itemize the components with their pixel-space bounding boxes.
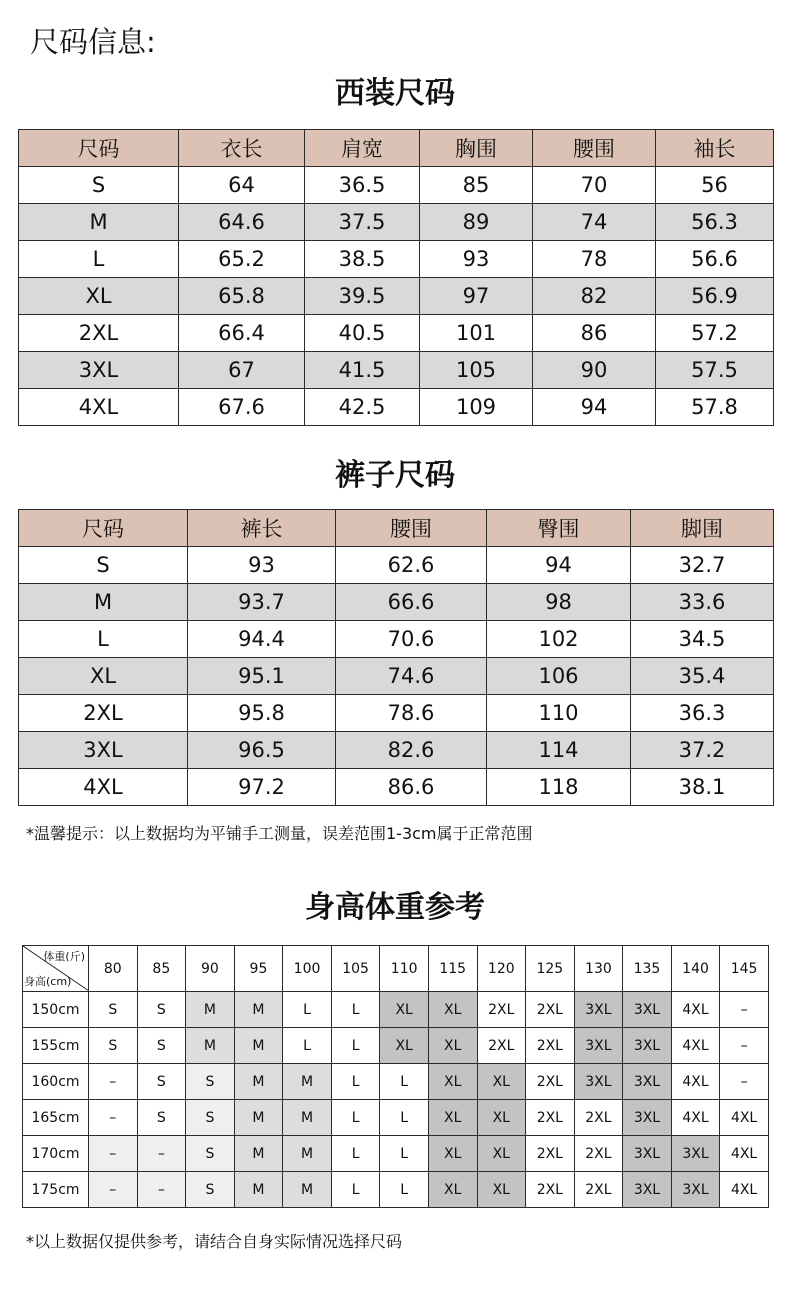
table-cell: 70.6 <box>336 621 487 658</box>
size-cell: 2XL <box>574 1136 623 1172</box>
table-cell: 42.5 <box>305 389 420 426</box>
table-cell: 93 <box>188 547 336 584</box>
size-cell: S <box>137 1100 186 1136</box>
suit-size-table <box>18 129 774 426</box>
size-cell: 3XL <box>671 1136 720 1172</box>
size-cell: M <box>234 992 283 1028</box>
size-cell: L <box>283 992 332 1028</box>
table-cell: 89 <box>420 204 533 241</box>
table-cell: 37.2 <box>631 732 774 769</box>
table-cell: XL <box>19 658 188 695</box>
size-cell: 2XL <box>574 1172 623 1208</box>
size-cell: L <box>331 1028 380 1064</box>
table-cell: 93.7 <box>188 584 336 621</box>
table-cell: 82 <box>533 278 656 315</box>
size-cell: – <box>720 1064 769 1100</box>
size-cell: M <box>234 1136 283 1172</box>
weight-header: 105 <box>331 946 380 992</box>
size-cell: L <box>331 1172 380 1208</box>
table-cell: 94.4 <box>188 621 336 658</box>
table-cell: L <box>19 621 188 658</box>
size-cell: S <box>186 1064 235 1100</box>
size-cell: – <box>137 1172 186 1208</box>
weight-header: 110 <box>380 946 429 992</box>
column-header: 裤长 <box>188 510 336 547</box>
size-cell: XL <box>428 1100 477 1136</box>
table-row <box>19 584 774 621</box>
size-cell: – <box>89 1136 138 1172</box>
size-cell: M <box>283 1064 332 1100</box>
size-cell: 3XL <box>623 1028 672 1064</box>
size-cell: 2XL <box>477 992 526 1028</box>
size-cell: 4XL <box>720 1136 769 1172</box>
table-cell: 94 <box>533 389 656 426</box>
table-cell: M <box>19 584 188 621</box>
size-cell: 4XL <box>720 1100 769 1136</box>
table-cell: 66.4 <box>179 315 305 352</box>
table-row <box>19 315 774 352</box>
table-cell: 57.2 <box>656 315 774 352</box>
size-cell: 4XL <box>671 992 720 1028</box>
size-cell: 2XL <box>526 1028 575 1064</box>
height-label: 155cm <box>23 1028 89 1064</box>
table-cell: 56.3 <box>656 204 774 241</box>
size-cell: M <box>283 1172 332 1208</box>
height-axis-label: 身高(cm) <box>24 975 72 988</box>
size-cell: M <box>186 1028 235 1064</box>
size-cell: – <box>137 1136 186 1172</box>
table-cell: 102 <box>487 621 631 658</box>
size-cell: 3XL <box>623 992 672 1028</box>
table-cell: S <box>19 167 179 204</box>
table-cell: 109 <box>420 389 533 426</box>
table-cell: 56.9 <box>656 278 774 315</box>
size-cell: XL <box>477 1136 526 1172</box>
table-cell: 97 <box>420 278 533 315</box>
table-cell: L <box>19 241 179 278</box>
table-cell: 78.6 <box>336 695 487 732</box>
table-cell: 39.5 <box>305 278 420 315</box>
table-cell: 110 <box>487 695 631 732</box>
table-cell: 95.8 <box>188 695 336 732</box>
table-cell: 33.6 <box>631 584 774 621</box>
table-row <box>19 695 774 732</box>
table-cell: S <box>19 547 188 584</box>
size-cell: 2XL <box>526 1064 575 1100</box>
size-cell: XL <box>428 1172 477 1208</box>
table-cell: 3XL <box>19 352 179 389</box>
size-cell: M <box>283 1136 332 1172</box>
table-row <box>23 1172 769 1208</box>
table-cell: 57.5 <box>656 352 774 389</box>
table-row <box>23 992 769 1028</box>
table-cell: 114 <box>487 732 631 769</box>
weight-header: 120 <box>477 946 526 992</box>
size-cell: – <box>89 1064 138 1100</box>
size-cell: L <box>380 1100 429 1136</box>
column-header: 臀围 <box>487 510 631 547</box>
table-cell: 35.4 <box>631 658 774 695</box>
size-cell: 2XL <box>526 1100 575 1136</box>
size-cell: 2XL <box>477 1028 526 1064</box>
size-cell: 4XL <box>671 1064 720 1100</box>
table-cell: 2XL <box>19 695 188 732</box>
table-cell: 56 <box>656 167 774 204</box>
size-cell: 3XL <box>574 1028 623 1064</box>
height-label: 165cm <box>23 1100 89 1136</box>
column-header: 腰围 <box>533 130 656 167</box>
size-cell: 3XL <box>623 1172 672 1208</box>
size-cell: M <box>234 1172 283 1208</box>
height-label: 175cm <box>23 1172 89 1208</box>
table-cell: 2XL <box>19 315 179 352</box>
size-cell: XL <box>380 1028 429 1064</box>
size-cell: M <box>234 1100 283 1136</box>
size-cell: 3XL <box>623 1064 672 1100</box>
weight-header: 95 <box>234 946 283 992</box>
table-row <box>19 389 774 426</box>
size-cell: – <box>89 1100 138 1136</box>
table-cell: 74.6 <box>336 658 487 695</box>
size-cell: 2XL <box>574 1100 623 1136</box>
table-cell: 4XL <box>19 389 179 426</box>
table-cell: 85 <box>420 167 533 204</box>
suit-size-title: 西装尺码 <box>335 76 455 111</box>
size-cell: XL <box>477 1172 526 1208</box>
size-cell: L <box>331 1136 380 1172</box>
size-cell: S <box>137 1028 186 1064</box>
size-cell: S <box>186 1100 235 1136</box>
table-cell: 90 <box>533 352 656 389</box>
weight-header: 115 <box>428 946 477 992</box>
header-row <box>23 946 769 992</box>
table-cell: 98 <box>487 584 631 621</box>
table-row <box>19 547 774 584</box>
table-row <box>23 1100 769 1136</box>
table-cell: 57.8 <box>656 389 774 426</box>
size-cell: 4XL <box>720 1172 769 1208</box>
height-weight-title: 身高体重参考 <box>305 890 485 925</box>
table-cell: 78 <box>533 241 656 278</box>
weight-header: 90 <box>186 946 235 992</box>
table-cell: 38.1 <box>631 769 774 806</box>
table-cell: 65.2 <box>179 241 305 278</box>
table-cell: 94 <box>487 547 631 584</box>
table-cell: M <box>19 204 179 241</box>
size-cell: M <box>234 1064 283 1100</box>
table-cell: 97.2 <box>188 769 336 806</box>
table-row <box>19 278 774 315</box>
size-cell: M <box>186 992 235 1028</box>
table-cell: 36.5 <box>305 167 420 204</box>
weight-axis-label: 体重(斤) <box>43 950 85 963</box>
size-cell: XL <box>428 1028 477 1064</box>
size-cell: S <box>186 1172 235 1208</box>
size-cell: 3XL <box>574 992 623 1028</box>
weight-header: 135 <box>623 946 672 992</box>
table-cell: 67.6 <box>179 389 305 426</box>
size-cell: 3XL <box>623 1100 672 1136</box>
table-cell: 70 <box>533 167 656 204</box>
table-cell: 32.7 <box>631 547 774 584</box>
table-cell: 36.3 <box>631 695 774 732</box>
size-cell: S <box>89 1028 138 1064</box>
table-row <box>23 1064 769 1100</box>
table-cell: 3XL <box>19 732 188 769</box>
height-label: 160cm <box>23 1064 89 1100</box>
table-row <box>19 769 774 806</box>
weight-header: 140 <box>671 946 720 992</box>
table-cell: 118 <box>487 769 631 806</box>
table-cell: 37.5 <box>305 204 420 241</box>
table-cell: 67 <box>179 352 305 389</box>
size-cell: XL <box>380 992 429 1028</box>
table-cell: 56.6 <box>656 241 774 278</box>
column-header: 尺码 <box>19 130 179 167</box>
size-cell: L <box>380 1172 429 1208</box>
pants-size-title: 裤子尺码 <box>335 458 455 493</box>
size-cell: 2XL <box>526 992 575 1028</box>
size-cell: S <box>186 1136 235 1172</box>
table-cell: 65.8 <box>179 278 305 315</box>
table-row <box>19 732 774 769</box>
table-row <box>23 1028 769 1064</box>
size-cell: M <box>234 1028 283 1064</box>
size-cell: L <box>283 1028 332 1064</box>
table-cell: 101 <box>420 315 533 352</box>
size-cell: 2XL <box>526 1136 575 1172</box>
header-row <box>19 130 774 167</box>
size-cell: 3XL <box>623 1136 672 1172</box>
table-cell: 86.6 <box>336 769 487 806</box>
table-row <box>23 1136 769 1172</box>
table-cell: XL <box>19 278 179 315</box>
size-cell: L <box>331 1100 380 1136</box>
size-cell: 3XL <box>574 1064 623 1100</box>
column-header: 肩宽 <box>305 130 420 167</box>
corner-cell <box>23 946 89 992</box>
height-weight-table <box>22 945 769 1208</box>
weight-header: 80 <box>89 946 138 992</box>
size-cell: S <box>89 992 138 1028</box>
table-cell: 74 <box>533 204 656 241</box>
size-cell: L <box>380 1064 429 1100</box>
weight-header: 130 <box>574 946 623 992</box>
weight-header: 145 <box>720 946 769 992</box>
column-header: 胸围 <box>420 130 533 167</box>
table-cell: 93 <box>420 241 533 278</box>
table-cell: 38.5 <box>305 241 420 278</box>
size-cell: XL <box>428 1064 477 1100</box>
weight-header: 85 <box>137 946 186 992</box>
size-cell: – <box>89 1172 138 1208</box>
size-cell: 4XL <box>671 1028 720 1064</box>
table-row <box>19 658 774 695</box>
size-cell: XL <box>428 992 477 1028</box>
column-header: 袖长 <box>656 130 774 167</box>
size-cell: – <box>720 992 769 1028</box>
table-cell: 105 <box>420 352 533 389</box>
size-cell: – <box>720 1028 769 1064</box>
weight-header: 125 <box>526 946 575 992</box>
header-row <box>19 510 774 547</box>
table-cell: 95.1 <box>188 658 336 695</box>
size-cell: L <box>331 1064 380 1100</box>
table-row <box>19 621 774 658</box>
table-cell: 66.6 <box>336 584 487 621</box>
table-cell: 64 <box>179 167 305 204</box>
table-cell: 4XL <box>19 769 188 806</box>
column-header: 尺码 <box>19 510 188 547</box>
size-cell: XL <box>428 1136 477 1172</box>
table-row <box>19 167 774 204</box>
height-label: 150cm <box>23 992 89 1028</box>
table-row <box>19 352 774 389</box>
table-cell: 106 <box>487 658 631 695</box>
table-row <box>19 204 774 241</box>
weight-header: 100 <box>283 946 332 992</box>
size-cell: L <box>331 992 380 1028</box>
page-title: 尺码信息: <box>30 25 156 59</box>
table-cell: 34.5 <box>631 621 774 658</box>
column-header: 腰围 <box>336 510 487 547</box>
table-row <box>19 241 774 278</box>
table-cell: 41.5 <box>305 352 420 389</box>
column-header: 衣长 <box>179 130 305 167</box>
size-cell: L <box>380 1136 429 1172</box>
table-cell: 96.5 <box>188 732 336 769</box>
table-cell: 62.6 <box>336 547 487 584</box>
size-cell: M <box>283 1100 332 1136</box>
table-cell: 82.6 <box>336 732 487 769</box>
size-cell: XL <box>477 1064 526 1100</box>
measurement-note: *温馨提示：以上数据均为平铺手工测量，误差范围1-3cm属于正常范围 <box>26 824 533 843</box>
size-cell: 4XL <box>671 1100 720 1136</box>
height-label: 170cm <box>23 1136 89 1172</box>
table-cell: 64.6 <box>179 204 305 241</box>
reference-note: *以上数据仅提供参考，请结合自身实际情况选择尺码 <box>26 1232 403 1251</box>
size-cell: 3XL <box>671 1172 720 1208</box>
table-cell: 86 <box>533 315 656 352</box>
size-cell: 2XL <box>526 1172 575 1208</box>
size-cell: S <box>137 1064 186 1100</box>
pants-size-table <box>18 509 774 806</box>
table-cell: 40.5 <box>305 315 420 352</box>
size-cell: S <box>137 992 186 1028</box>
size-cell: XL <box>477 1100 526 1136</box>
column-header: 脚围 <box>631 510 774 547</box>
